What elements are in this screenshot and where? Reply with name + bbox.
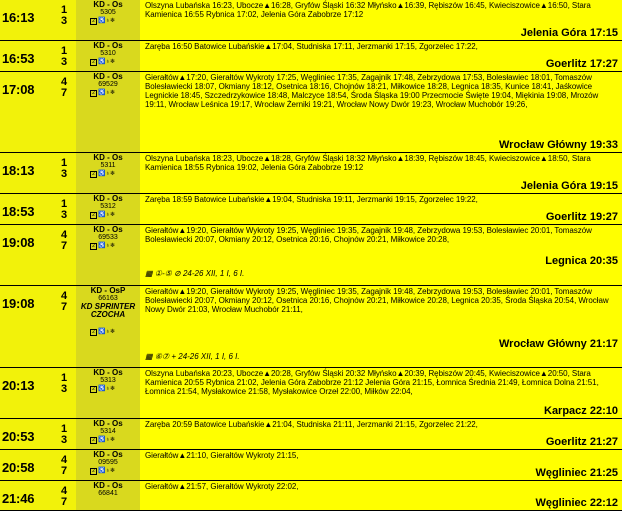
platform-number: 1 <box>60 198 68 210</box>
destination: Węgliniec 21:25 <box>535 467 618 479</box>
train-number: 5311 <box>100 162 116 169</box>
platform-cell <box>52 368 76 418</box>
departure-time: 17:08 <box>2 82 35 97</box>
route-cell <box>140 286 622 367</box>
train-number: 66841 <box>98 490 118 497</box>
accessible-icon: ♿ <box>98 468 106 474</box>
departure-time: 19:08 <box>2 296 35 311</box>
platform-number: 4 <box>60 76 68 88</box>
route-cell <box>140 450 622 480</box>
train-category: KD - OsP <box>90 286 126 295</box>
class-2-icon: 2 <box>90 212 97 219</box>
platform-cell <box>52 481 76 510</box>
accessible-icon: ♿ <box>98 171 106 177</box>
snowflake-icon: ❄ <box>109 437 116 443</box>
track-number: 7 <box>60 301 68 313</box>
train-name: KD SPRINTER CZOCHA <box>80 302 136 319</box>
track-number: 3 <box>60 434 68 446</box>
class-2-icon: 2 <box>90 243 97 250</box>
accessible-icon: ♿ <box>98 437 106 443</box>
route-cell <box>140 225 622 285</box>
platform-cell <box>52 419 76 449</box>
snowflake-icon: ❄ <box>109 468 116 474</box>
train-cell <box>76 368 140 418</box>
train-number: 5314 <box>100 428 116 435</box>
destination: Legnica 20:35 <box>545 255 618 267</box>
train-category: KD - Os <box>93 0 123 9</box>
intermediate-stops: Gierałtów▲17:20, Gierałtów Wykroty 17:25, Węgliniec 17:35, Zagajnik 17:48, Zebrzydowa 17:53, Bolesławiec 18:01, Tomaszów Bolesławiecki 18:07, Okmiany 18:12, Osetnica 18:16, Chojnów 18:21, Miłkowice 18:28, Legnica 18:35, Kunice 18:41, Jaśkowice Legnickie 18:45, Szczedrzykowice 18:48, Malczyce 18:54, Środa Śląska 19:00 Przecmocie Święte 19:04, Miękinia 19:08, Mrozów 19:11, Wrocław Leśnica 19:17, Wrocław Żerniki 19:21, Wrocław Nowy Dwór 19:23, Wrocław Muchobór 19:26, <box>145 73 599 109</box>
accessible-icon: ♿ <box>98 59 106 65</box>
train-cell <box>76 481 140 510</box>
route-cell <box>140 72 622 152</box>
class-2-icon: 2 <box>90 171 97 178</box>
service-icons <box>90 386 115 393</box>
destination: Goerlitz 19:27 <box>545 211 618 223</box>
time-cell <box>0 368 52 418</box>
platform-cell <box>52 41 76 71</box>
intermediate-stops: Gierałtów▲21:57, Gierałtów Wykroty 22:02, <box>145 482 299 491</box>
track-number: 7 <box>60 87 68 99</box>
platform-number: 4 <box>60 229 68 241</box>
departure-time: 20:53 <box>2 429 35 444</box>
snowflake-icon: ❄ <box>109 329 116 335</box>
snowflake-icon: ❄ <box>109 18 116 24</box>
intermediate-stops: Olszyna Lubańska 18:23, Ubocze▲18:28, Gryfów Śląski 18:32 Młyńsko▲18:39, Rębiszów 18:45, Kwieciszowice▲18:50, Stara Kamienica 18:55 Rybnica 19:02, Jelenia Góra Zabobrze 19:12 <box>145 154 591 172</box>
platform-number: 1 <box>60 372 68 384</box>
class-2-icon: 2 <box>90 18 97 25</box>
train-category: KD - Os <box>93 72 123 81</box>
time-cell <box>0 153 52 193</box>
intermediate-stops: Gierałtów▲21:10, Gierałtów Wykroty 21:15, <box>145 451 299 460</box>
intermediate-stops: Zaręba 18:59 Batowice Lubańskie▲19:04, Studniska 19:11, Jerzmanki 19:15, Zgorzelec 19:22, <box>145 195 478 204</box>
destination: Goerlitz 21:27 <box>545 436 618 448</box>
track-number: 7 <box>60 496 68 508</box>
intermediate-stops: Olszyna Lubańska 20:23, Ubocze▲20:28, Gryfów Śląski 20:32 Młyńsko▲20:39, Rębiszów 20:45, Kwieciszowice▲20:50, Stara Kamienica 20:55 Rybnica 21:02, Jelenia Góra Zabobrze 21:12 Jelenia Góra 21:15, Łomnica Średnia 21:49, Łomnica Dolna 21:51, Łomnica 21:54, Mysłakowice 21:58, Mysłakowice Orzeł 22:00, Miłków 22:04, <box>145 369 599 396</box>
intermediate-stops: Olszyna Lubańska 16:23, Ubocze▲16:28, Gryfów Śląski 16:32 Młyńsko▲16:39, Rębiszów 16:45, Kwieciszowice▲16:50, Stara Kamienica 16:55 Rybnica 17:02, Jelenia Góra Zabobrze 17:12 <box>145 1 591 19</box>
service-icons <box>90 468 115 475</box>
route-cell <box>140 153 622 193</box>
departure-row <box>0 0 622 41</box>
service-icons <box>90 171 115 178</box>
snowflake-icon: ❄ <box>109 59 116 65</box>
route-cell <box>140 481 622 510</box>
bicycle-icon: ♁ <box>105 212 110 218</box>
train-number: 66163 <box>98 295 118 302</box>
route-cell <box>140 368 622 418</box>
platform-number: 4 <box>60 290 68 302</box>
platform-number: 4 <box>60 454 68 466</box>
service-icons <box>90 59 115 66</box>
train-category: KD - Os <box>93 41 123 50</box>
intermediate-stops: Zaręba 20:59 Batowice Lubańskie▲21:04, Studniska 21:11, Jerzmanki 21:15, Zgorzelec 21:22, <box>145 420 478 429</box>
service-icons <box>90 90 115 97</box>
destination: Goerlitz 17:27 <box>545 58 618 70</box>
departure-row <box>0 419 622 450</box>
snowflake-icon: ❄ <box>109 212 116 218</box>
calendar-note: ▦ ⑥⑦ + 24-26 XII, 1 I, 6 I. <box>145 352 240 361</box>
time-cell <box>0 41 52 71</box>
service-icons <box>90 329 115 336</box>
snowflake-icon: ❄ <box>109 386 116 392</box>
track-number: 7 <box>60 465 68 477</box>
platform-number: 1 <box>60 423 68 435</box>
departure-row <box>0 72 622 153</box>
time-cell <box>0 419 52 449</box>
departure-row <box>0 153 622 194</box>
bicycle-icon: ♁ <box>105 59 110 65</box>
departure-time: 18:13 <box>2 163 35 178</box>
track-number: 7 <box>60 240 68 252</box>
bicycle-icon: ♁ <box>105 437 110 443</box>
class-2-icon: 2 <box>90 437 97 444</box>
train-category: KD - Os <box>93 450 123 459</box>
train-cell <box>76 72 140 152</box>
accessible-icon: ♿ <box>98 243 106 249</box>
train-category: KD - Os <box>93 481 123 490</box>
train-number: 69533 <box>98 234 118 241</box>
train-category: KD - Os <box>93 153 123 162</box>
departure-time: 19:08 <box>2 235 35 250</box>
departure-row <box>0 368 622 419</box>
platform-cell <box>52 286 76 367</box>
train-cell <box>76 286 140 367</box>
destination: Karpacz 22:10 <box>544 405 618 417</box>
departure-row <box>0 41 622 72</box>
departure-time: 21:46 <box>2 491 35 506</box>
departure-time: 18:53 <box>2 204 35 219</box>
class-2-icon: 2 <box>90 386 97 393</box>
intermediate-stops: Gierałtów▲19:20, Gierałtów Wykroty 19:25, Węgliniec 19:35, Zagajnik 19:48, Zebrzydowa 19:53, Bolesławiec 20:01, Tomaszów Bolesławiecki 20:07, Okmiany 20:12, Osetnica 20:16, Chojnów 20:21, Miłkowice 20:28, <box>145 226 592 244</box>
destination: Jelenia Góra 17:15 <box>520 27 618 39</box>
accessible-icon: ♿ <box>98 90 106 96</box>
train-cell <box>76 153 140 193</box>
intermediate-stops: Zaręba 16:50 Batowice Lubańskie▲17:04, Studniska 17:11, Jerzmanki 17:15, Zgorzelec 17:22, <box>145 42 478 51</box>
train-category: KD - Os <box>93 225 123 234</box>
service-icons <box>90 243 115 250</box>
intermediate-stops: Gierałtów▲19:20, Gierałtów Wykroty 19:25, Węgliniec 19:35, Zagajnik 19:48, Zebrzydowa 19:53, Bolesławiec 20:01, Tomaszów Bolesławiecki 20:07, Okmiany 20:12, Osetnica 20:16, Chojnów 20:21, Miłkowice 20:28, Legnica 20:35, Środa Śląska 20:54, Wrocław Nowy Dwór 21:03, Wrocław Muchobór 21:11, <box>145 287 609 314</box>
class-2-icon: 2 <box>90 90 97 97</box>
route-cell <box>140 194 622 224</box>
track-number: 3 <box>60 15 68 27</box>
destination: Jelenia Góra 19:15 <box>520 180 618 192</box>
time-cell <box>0 0 52 40</box>
train-cell <box>76 450 140 480</box>
time-cell <box>0 481 52 510</box>
train-category: KD - Os <box>93 419 123 428</box>
track-number: 3 <box>60 168 68 180</box>
platform-number: 1 <box>60 4 68 16</box>
train-number: 5313 <box>100 377 116 384</box>
service-icons <box>90 212 115 219</box>
time-cell <box>0 450 52 480</box>
departure-time: 16:13 <box>2 10 35 25</box>
platform-number: 1 <box>60 157 68 169</box>
route-cell <box>140 419 622 449</box>
departure-row <box>0 286 622 368</box>
bicycle-icon: ♁ <box>105 171 110 177</box>
platform-number: 1 <box>60 45 68 57</box>
platform-cell <box>52 0 76 40</box>
platform-cell <box>52 153 76 193</box>
accessible-icon: ♿ <box>98 18 106 24</box>
train-number: 09595 <box>98 459 118 466</box>
destination: Wrocław Główny 19:33 <box>498 139 618 151</box>
track-number: 3 <box>60 383 68 395</box>
train-number: 69529 <box>98 81 118 88</box>
platform-cell <box>52 450 76 480</box>
train-cell <box>76 0 140 40</box>
train-category: KD - Os <box>93 194 123 203</box>
time-cell <box>0 225 52 285</box>
destination: Wrocław Główny 21:17 <box>498 338 618 350</box>
train-cell <box>76 419 140 449</box>
time-cell <box>0 72 52 152</box>
destination: Węgliniec 22:12 <box>535 497 618 509</box>
class-2-icon: 2 <box>90 329 97 336</box>
class-2-icon: 2 <box>90 468 97 475</box>
bicycle-icon: ♁ <box>105 18 110 24</box>
service-icons <box>90 18 115 25</box>
route-cell <box>140 0 622 40</box>
bicycle-icon: ♁ <box>105 468 110 474</box>
departure-time: 20:58 <box>2 460 35 475</box>
snowflake-icon: ❄ <box>109 90 116 96</box>
departure-row <box>0 481 622 511</box>
train-number: 5312 <box>100 203 116 210</box>
platform-cell <box>52 194 76 224</box>
platform-cell <box>52 72 76 152</box>
departure-time: 16:53 <box>2 51 35 66</box>
train-cell <box>76 225 140 285</box>
class-2-icon: 2 <box>90 59 97 66</box>
track-number: 3 <box>60 209 68 221</box>
train-number: 5310 <box>100 50 116 57</box>
track-number: 3 <box>60 56 68 68</box>
departure-time: 20:13 <box>2 378 35 393</box>
departure-row <box>0 225 622 286</box>
train-cell <box>76 41 140 71</box>
accessible-icon: ♿ <box>98 386 106 392</box>
departure-row <box>0 194 622 225</box>
service-icons <box>90 437 115 444</box>
train-cell <box>76 194 140 224</box>
snowflake-icon: ❄ <box>109 243 116 249</box>
departure-row <box>0 450 622 481</box>
bicycle-icon: ♁ <box>105 386 110 392</box>
platform-cell <box>52 225 76 285</box>
time-cell <box>0 286 52 367</box>
calendar-note: ▦ ①-⑤ ⊘ 24-26 XII, 1 I, 6 I. <box>145 269 245 278</box>
time-cell <box>0 194 52 224</box>
accessible-icon: ♿ <box>98 212 106 218</box>
bicycle-icon: ♁ <box>105 90 110 96</box>
accessible-icon: ♿ <box>98 329 106 335</box>
route-cell <box>140 41 622 71</box>
platform-number: 4 <box>60 485 68 497</box>
bicycle-icon: ♁ <box>105 243 110 249</box>
snowflake-icon: ❄ <box>109 171 116 177</box>
train-number: 5305 <box>100 9 116 16</box>
train-category: KD - Os <box>93 368 123 377</box>
bicycle-icon: ♁ <box>105 329 110 335</box>
